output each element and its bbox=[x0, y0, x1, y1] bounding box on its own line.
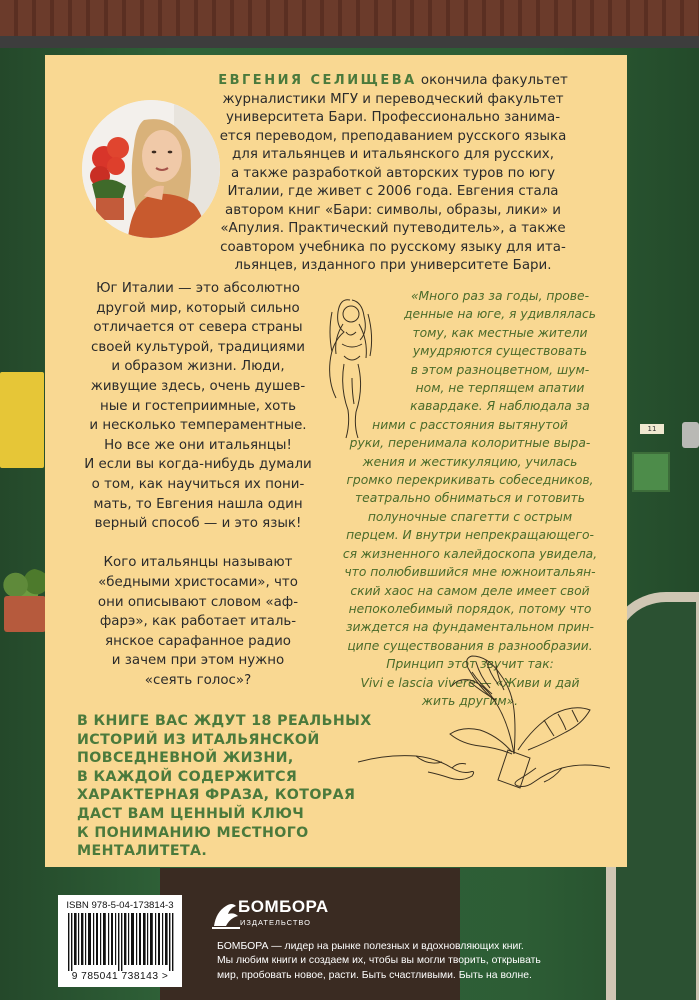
highlight-line: В КНИГЕ ВАС ЖДУТ 18 РЕАЛЬНЫХ bbox=[77, 713, 372, 729]
barcode-icon bbox=[62, 913, 178, 971]
intro-line: и несколько темпераментные. bbox=[89, 418, 307, 434]
bio-line: университета Бари. Профессионально занима- bbox=[225, 110, 561, 125]
intro-line: они описывают словом «аф- bbox=[97, 594, 299, 610]
bio-line: журналистики МГУ и переводческий факультет bbox=[222, 91, 564, 107]
book-highlight bbox=[77, 712, 397, 861]
quote-line: ними с расстояния вытянутой bbox=[372, 417, 568, 432]
quote-line: ский хаос на самом деле имеет свой bbox=[350, 583, 590, 598]
intro-line: Но все же они итальянцы! bbox=[104, 437, 292, 453]
publisher-slogan bbox=[217, 940, 697, 983]
quote-line: перцем. И внутри непрекращающего- bbox=[346, 528, 594, 543]
publisher-subtitle: ИЗДАТЕЛЬСТВО bbox=[240, 918, 312, 927]
intro-line: и зачем при этом нужно bbox=[111, 653, 285, 669]
quote-line: денные на юге, я удивлялась bbox=[404, 307, 596, 322]
slogan-line: Мы любим книги и создаем их, чтобы вы могли творить, открывать bbox=[217, 955, 541, 967]
intro-text bbox=[76, 279, 320, 710]
intro-line: и образом жизни. Люди, bbox=[111, 359, 285, 375]
wall-number-sign: 11 bbox=[640, 424, 664, 434]
hands-plant-illustration bbox=[358, 650, 610, 800]
intro-line: Юг Италии — это абсолютно bbox=[96, 281, 300, 296]
quote-line: Vivi e lascia vivere — «Живи и дай bbox=[360, 675, 580, 690]
highlight-line: МЕНТАЛИТЕТА. bbox=[77, 843, 208, 860]
highlight-line: ХАРАКТЕРНАЯ ФРАЗА, КОТОРАЯ bbox=[77, 787, 356, 804]
intro-line: другой мир, который сильно bbox=[96, 300, 300, 316]
intro-line: живущие здесь, очень душев- bbox=[90, 378, 306, 394]
author-quote bbox=[322, 287, 618, 710]
bio-line: окончила факультет bbox=[416, 73, 568, 88]
intro-paragraph-2 bbox=[76, 553, 320, 690]
highlight-line: К ПОНИМАНИЮ МЕСТНОГО bbox=[77, 824, 309, 841]
highlight-line: ДАСТ ВАМ ЦЕННЫЙ КЛЮЧ bbox=[77, 805, 305, 822]
bio-line: «Апулия. Практический путеводитель», а также bbox=[220, 221, 566, 236]
intro-line: ные и гостеприимные, хоть bbox=[99, 398, 297, 414]
quote-line: жения и жестикуляцию, училась bbox=[362, 454, 578, 469]
bio-line: для итальянцев и итальянского для русских, bbox=[232, 147, 554, 162]
intro-line: мать, то Евгения нашла один bbox=[93, 496, 303, 512]
publisher-name: БОМБОРА bbox=[238, 897, 329, 916]
flower-pot bbox=[4, 596, 46, 632]
quote-line: умудряются существовать bbox=[412, 344, 588, 359]
highlight-line: В КАЖДОЙ СОДЕРЖИТСЯ bbox=[77, 768, 298, 785]
quote-line: «Много раз за годы, прове- bbox=[410, 289, 590, 303]
bio-line: ется переводом, преподаванием русского языка bbox=[219, 128, 567, 144]
bio-line: льянцев, изданного при университете Бари. bbox=[234, 258, 552, 273]
quote-line: кавардаке. Я наблюдала за bbox=[410, 399, 590, 414]
quote-line: жить другим». bbox=[421, 693, 519, 708]
bio-line: Италии, где живет с 2006 года. Евгения стала bbox=[227, 184, 559, 199]
quote-line: в этом разноцветном, шум- bbox=[410, 362, 590, 377]
quote-head bbox=[322, 287, 618, 416]
barcode-label bbox=[58, 895, 182, 987]
author-bio bbox=[178, 72, 608, 276]
highlight-line: ИСТОРИЙ ИЗ ИТАЛЬЯНСКОЙ bbox=[77, 731, 320, 748]
slogan-line: БОМБОРА — лидер на рынке полезных и вдохновляющих книг. bbox=[217, 941, 524, 952]
intro-line: «сеять голос»? bbox=[144, 672, 252, 688]
quote-line: ципе существования в разнообразии. bbox=[347, 638, 593, 653]
quote-line: Принцип этот звучит так: bbox=[386, 657, 554, 672]
intro-paragraph-1 bbox=[76, 279, 320, 534]
roof-gutter bbox=[0, 36, 699, 48]
quote-line: непоколебимый порядок, потому что bbox=[348, 601, 592, 616]
intro-line: своей культурой, традициями bbox=[91, 339, 305, 355]
intro-line: янское сарафанное радио bbox=[105, 633, 291, 649]
intro-line: отличается от севера страны bbox=[93, 320, 303, 336]
highlight-line: ПОВСЕДНЕВНОЙ ЖИЗНИ, bbox=[77, 750, 294, 767]
quote-line: что полюбившийся мне южноитальян- bbox=[344, 565, 596, 580]
quote-line: ном, не терпящем апатии bbox=[415, 381, 585, 396]
utility-meter-box bbox=[632, 452, 670, 492]
quote-line: тому, как местные жители bbox=[412, 325, 588, 340]
quote-line: полуночные спагетти с острым bbox=[367, 509, 573, 524]
quote-line: громко перекрикивать собеседников, bbox=[346, 473, 594, 488]
quote-line: руки, перенимала колоритные выра- bbox=[349, 436, 591, 451]
author-name: ЕВГЕНИЯ СЕЛИЩЕВА bbox=[218, 73, 417, 88]
publisher-logo bbox=[210, 892, 340, 940]
intro-line: «бедными христосами», что bbox=[98, 574, 298, 590]
bio-line: автором книг «Бари: символы, образы, лики» и bbox=[225, 202, 561, 218]
yellow-towel-laundry bbox=[0, 372, 44, 468]
isbn-number: ISBN 978-5-04-173814-3 bbox=[66, 900, 174, 911]
wall-box bbox=[682, 422, 699, 448]
bio-line: соавтором учебника по русскому языку для ита- bbox=[220, 239, 566, 255]
intro-line: верный способ — и это язык! bbox=[94, 516, 302, 532]
quote-line: ся жизненного калейдоскопа увидела, bbox=[342, 546, 598, 561]
intro-line: фарэ», как работает италь- bbox=[99, 614, 297, 630]
intro-line: И если вы когда-нибудь думали bbox=[84, 457, 312, 473]
intro-line: Кого итальянцы называют bbox=[103, 555, 293, 571]
quote-line: зиждется на фундаментальном прин- bbox=[345, 620, 594, 635]
quote-line: театрально обниматься и готовить bbox=[355, 491, 585, 506]
slogan-line: мир, пробовать новое, расти. Быть счастливыми. Быть на волне. bbox=[217, 969, 532, 981]
bio-line: а также разработкой авторских туров по югу bbox=[230, 165, 556, 181]
barcode-digits: 9 785041 738143 > bbox=[71, 971, 169, 982]
intro-line: о том, как научиться их пони- bbox=[91, 476, 305, 492]
